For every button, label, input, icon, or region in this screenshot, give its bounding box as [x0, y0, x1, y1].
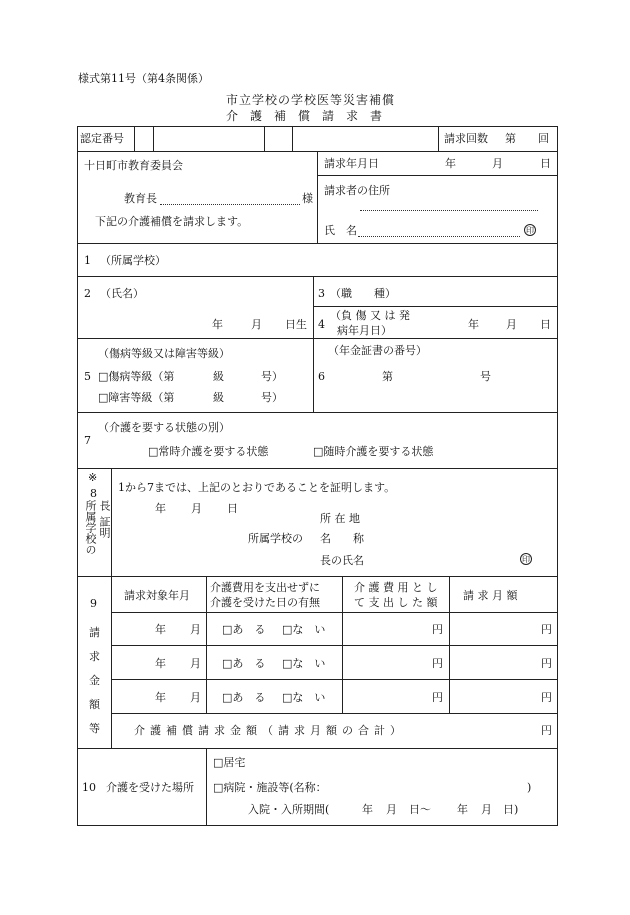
- row8-mark: ※: [88, 471, 98, 484]
- r1-year: 年: [155, 623, 166, 636]
- row4-label-1: （負 傷 又 は 発: [330, 309, 410, 322]
- col-care-2: 介護を受けた日の有無: [210, 596, 320, 609]
- stay-day-2: 日): [503, 803, 519, 816]
- cert-month: 月: [191, 502, 202, 515]
- row9-num: 9: [90, 597, 97, 610]
- row7-num: 7: [84, 434, 91, 447]
- r3-year: 年: [155, 691, 166, 704]
- cert-no-label: 認定番号: [80, 132, 124, 145]
- total-yen: 円: [541, 724, 552, 737]
- r1-yen-amount: 円: [541, 623, 552, 636]
- request-text: 下記の介護補償を請求します。: [95, 215, 249, 228]
- r2-yes-checkbox[interactable]: □あ る: [222, 657, 266, 670]
- birth-suffix: 日生: [285, 318, 307, 331]
- row5-opt1-kyu: 級: [213, 370, 224, 383]
- injury-year: 年: [468, 318, 479, 331]
- r1-yes-checkbox[interactable]: □あ る: [222, 623, 266, 636]
- row5-opt1-go: 号）: [261, 370, 283, 383]
- seal-mark: 印: [526, 226, 534, 235]
- opt-home-checkbox[interactable]: □居宅: [213, 756, 246, 769]
- row6-go: 号: [480, 370, 491, 383]
- claim-date-day: 日: [540, 157, 551, 170]
- claimant-address-label: 請求者の住所: [324, 184, 390, 197]
- stay-day-1: 日〜: [409, 803, 431, 816]
- row5-opt2-kyu: 級: [213, 391, 224, 404]
- row3-num: 3: [318, 287, 325, 300]
- cert-day: 日: [227, 502, 238, 515]
- col-care-1: 介護費用を支出せずに: [210, 581, 320, 594]
- col-amount: 請 求 月 額: [463, 589, 518, 602]
- row9-side-2: 求: [89, 650, 100, 663]
- head-name-label: 長の氏名: [320, 554, 364, 567]
- claim-date-month: 月: [492, 157, 503, 170]
- row5-num: 5: [84, 370, 91, 383]
- sama-label: 様: [302, 192, 313, 205]
- stay-month-1: 月: [386, 803, 397, 816]
- claim-count-dai: 第: [505, 132, 516, 145]
- head-seal-mark: 印: [522, 555, 530, 564]
- birth-year: 年: [212, 318, 223, 331]
- claimant-name-label: 氏 名: [324, 224, 357, 237]
- claim-count-label: 請求回数: [444, 132, 488, 145]
- r1-yen-cost: 円: [432, 623, 443, 636]
- claim-date-label: 請求年月日: [324, 157, 379, 170]
- row8-num: 8: [90, 487, 97, 500]
- total-label: 介護補償請求金額（請求月額の合計）: [134, 724, 406, 737]
- row8-vcol-1: 長: [98, 500, 111, 511]
- school-name-label: 名 称: [320, 532, 364, 545]
- col-cost-1: 介 護 費 用 と し: [354, 581, 438, 594]
- row9-side-3: 金: [89, 674, 100, 687]
- r1-no-checkbox[interactable]: □な い: [282, 623, 326, 636]
- row5-opt2: □障害等級（第: [98, 391, 175, 404]
- row3-label: （職 種）: [330, 287, 396, 300]
- injury-day: 日: [540, 318, 551, 331]
- cert-year: 年: [155, 502, 166, 515]
- row4-label-2: 病年月日）: [337, 324, 392, 337]
- facility-close-paren: ): [527, 781, 532, 794]
- row9-side-5: 等: [89, 722, 100, 735]
- cert-text: 1から7までは、上記のとおりであることを証明します。: [118, 481, 396, 494]
- claim-date-year: 年: [445, 157, 456, 170]
- row7-header: （介護を要する状態の別）: [98, 421, 230, 434]
- col-period: 請求対象年月: [124, 589, 190, 602]
- row1-label: （所属学校）: [100, 254, 166, 267]
- r3-yen-cost: 円: [432, 691, 443, 704]
- row7-opt1: □常時介護を要する状態: [148, 445, 269, 458]
- r2-yen-cost: 円: [432, 657, 443, 670]
- row5-header: （傷病等級又は障害等級）: [98, 347, 230, 360]
- row6-header: （年金証書の番号）: [328, 344, 427, 357]
- title-line1: 市立学校の学校医等災害補償: [226, 93, 396, 107]
- stay-month-2: 月: [481, 803, 492, 816]
- opt-facility-checkbox[interactable]: □病院・施設等(名称：: [213, 781, 327, 794]
- row5-opt1: □傷病等級（第: [98, 370, 175, 383]
- r2-month: 月: [190, 657, 201, 670]
- r2-year: 年: [155, 657, 166, 670]
- row1-num: 1: [84, 254, 91, 267]
- row10-label: 介護を受けた場所: [106, 781, 194, 794]
- stay-year-2: 年: [457, 803, 468, 816]
- row2-num: 2: [84, 287, 91, 300]
- board-name: 十日町市教育委員会: [84, 159, 183, 172]
- claim-count-kai: 回: [538, 132, 549, 145]
- school-label: 所属学校の: [248, 532, 303, 545]
- row8-vcol-3: 証明: [98, 516, 111, 538]
- row6-num: 6: [318, 370, 325, 383]
- form-number: 様式第11号（第4条関係）: [78, 72, 209, 85]
- birth-month: 月: [251, 318, 262, 331]
- row9-side-4: 額: [89, 698, 100, 711]
- row8-vcol-2: 所属学校の: [84, 500, 97, 555]
- col-cost-2: て 支 出 し た 額: [354, 596, 438, 609]
- r2-no-checkbox[interactable]: □な い: [282, 657, 326, 670]
- r3-yes-checkbox[interactable]: □あ る: [222, 691, 266, 704]
- row9-side-1: 請: [89, 626, 100, 639]
- row10-num: 10: [82, 781, 96, 794]
- r3-yen-amount: 円: [541, 691, 552, 704]
- row2-label: （氏名）: [100, 287, 144, 300]
- row6-dai: 第: [382, 370, 393, 383]
- stay-label: 入院・入所期間(: [248, 803, 330, 816]
- location-label: 所 在 地: [320, 512, 360, 525]
- row7-opt2: □随時介護を要する状態: [313, 445, 434, 458]
- r3-month: 月: [190, 691, 201, 704]
- stay-year-1: 年: [362, 803, 373, 816]
- row4-num: 4: [318, 318, 325, 331]
- title-line2: 介 護 補 償 請 求 書: [226, 109, 383, 123]
- injury-month: 月: [506, 318, 517, 331]
- r1-month: 月: [190, 623, 201, 636]
- r3-no-checkbox[interactable]: □な い: [282, 691, 326, 704]
- r2-yen-amount: 円: [541, 657, 552, 670]
- row5-opt2-go: 号）: [261, 391, 283, 404]
- chief-label: 教育長: [124, 192, 157, 205]
